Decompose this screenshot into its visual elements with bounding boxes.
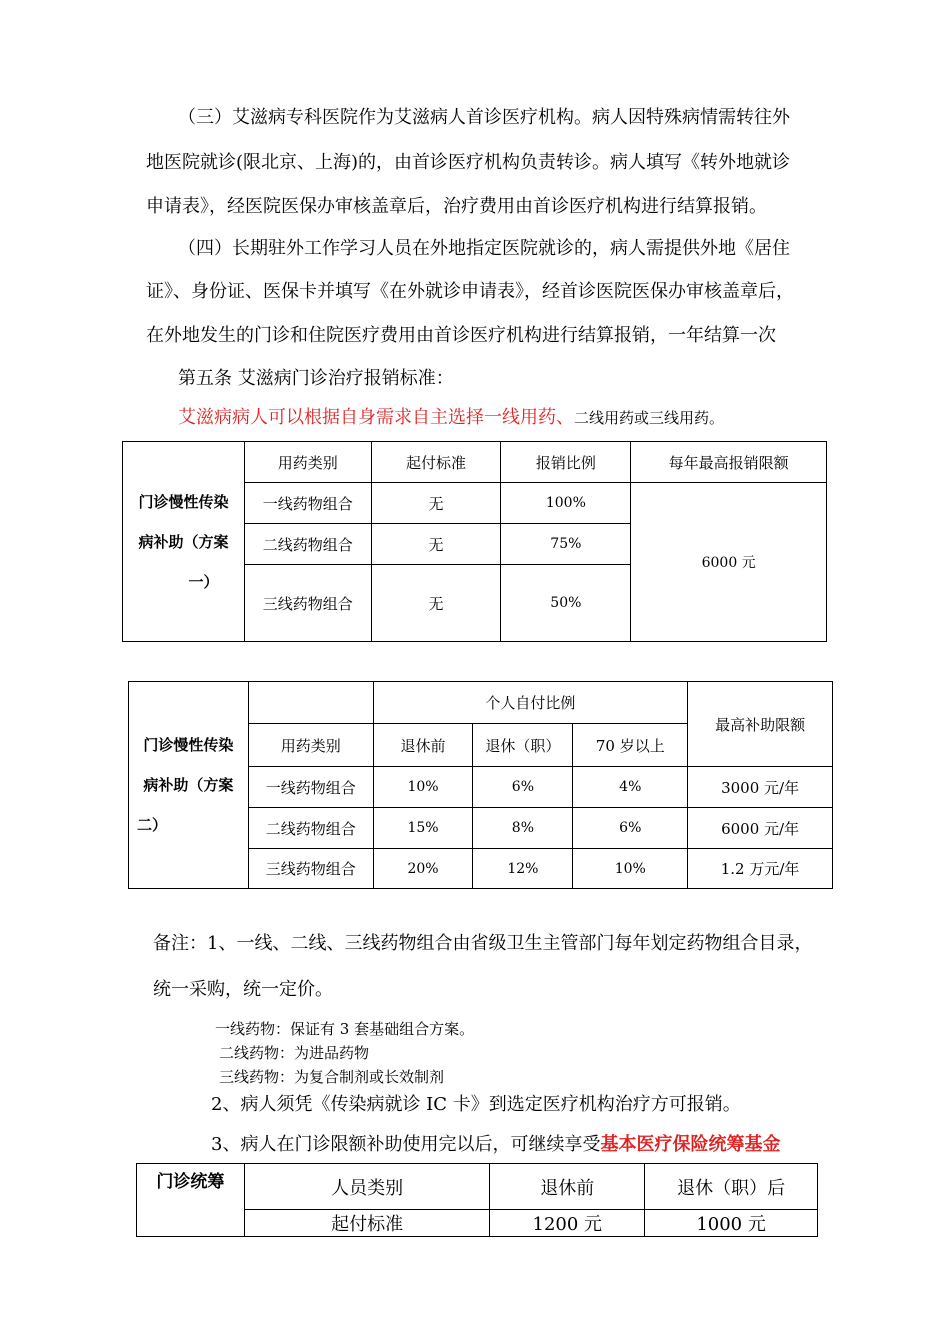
plan1-header-deductible: 起付标准 <box>371 442 501 483</box>
article5-heading: 第五条 艾滋病门诊治疗报销标准： <box>178 368 454 389</box>
plan1-row2-category: 二线药物组合 <box>244 524 371 565</box>
plan2-row2-category: 二线药物组合 <box>248 808 373 849</box>
plan2-row3-before: 20% <box>373 849 473 889</box>
plan2-row3-max: 1.2 万元/年 <box>688 849 833 889</box>
plan2-row3-category: 三线药物组合 <box>248 849 373 889</box>
drug-line2: 二线药物：为进品药物 <box>219 1044 370 1062</box>
plan1-row3-deductible: 无 <box>371 565 501 642</box>
drug-choice-line <box>178 403 724 429</box>
outpatient-pooling-table <box>136 1163 818 1237</box>
note2: 2、病人须凭《传染病就诊 IC 卡》到选定医疗机构治疗方可报销。 <box>211 1094 741 1115</box>
note3-red-text: 基本医疗保险统筹基金 <box>600 1134 781 1155</box>
drug-line1: 一线药物：保证有 3 套基础组合方案。 <box>215 1020 475 1038</box>
para3-line3: 申请表》，经医院医保办审核盖章后，治疗费用由首诊医疗机构进行结算报销。 <box>146 196 767 217</box>
pooling-row-label: 起付标准 <box>244 1210 490 1237</box>
plan1-row2-deductible: 无 <box>371 524 501 565</box>
note3 <box>211 1130 780 1156</box>
plan2-header-before: 退休前 <box>373 724 473 767</box>
plan2-group-header: 个人自付比例 <box>373 682 688 724</box>
plan1-row2-ratio: 75% <box>501 524 631 565</box>
plan2-row1-retired: 6% <box>473 767 573 808</box>
pooling-header-category: 人员类别 <box>244 1164 490 1210</box>
pooling-header-after: 退休（职）后 <box>645 1164 818 1210</box>
plan1-max-limit: 6000 元 <box>631 483 827 642</box>
plan2-row1-max: 3000 元/年 <box>688 767 833 808</box>
plan1-side-label: 门诊慢性传染 病补助（方案 一） <box>123 442 245 642</box>
para4-line3: 在外地发生的门诊和住院医疗费用由首诊医疗机构进行结算报销，一年结算一次 <box>146 325 776 346</box>
plan1-row1-deductible: 无 <box>371 483 501 524</box>
plan1-header-max: 每年最高报销限额 <box>631 442 827 483</box>
note1-line1: 备注：1、一线、二线、三线药物组合由省级卫生主管部门每年划定药物组合目录， <box>153 933 813 954</box>
plan2-header-retired: 退休（职） <box>473 724 573 767</box>
plan1-row1-category: 一线药物组合 <box>244 483 371 524</box>
plan2-row1-category: 一线药物组合 <box>248 767 373 808</box>
plan1-header-category: 用药类别 <box>244 442 371 483</box>
pooling-side-label: 门诊统筹 <box>137 1164 245 1237</box>
plan1-row1-ratio: 100% <box>501 483 631 524</box>
note3-black-text: 3、病人在门诊限额补助使用完以后，可继续享受 <box>211 1134 601 1155</box>
plan2-row3-retired: 12% <box>473 849 573 889</box>
plan2-row1-over70: 4% <box>573 767 688 808</box>
drug-choice-black-text: 二线用药或三线用药。 <box>574 409 725 427</box>
plan2-max-header: 最高补助限额 <box>688 682 833 767</box>
subsidy-table-plan2 <box>128 681 833 889</box>
plan2-row3-over70: 10% <box>573 849 688 889</box>
plan2-row1-before: 10% <box>373 767 473 808</box>
plan2-row2-before: 15% <box>373 808 473 849</box>
plan1-row3-ratio: 50% <box>501 565 631 642</box>
reimbursement-table-plan1 <box>122 441 827 642</box>
plan1-header-ratio: 报销比例 <box>501 442 631 483</box>
drug-choice-red-text: 艾滋病病人可以根据自身需求自主选择一线用药、 <box>178 407 574 428</box>
drug-line3: 三线药物：为复合制剂或长效制剂 <box>219 1068 445 1086</box>
para3-line2: 地医院就诊(限北京、上海)的，由首诊医疗机构负责转诊。病人填写《转外地就诊 <box>146 152 791 173</box>
plan2-header-over70: 70 岁以上 <box>573 724 688 767</box>
plan1-row3-category: 三线药物组合 <box>244 565 371 642</box>
pooling-row-after: 1000 元 <box>645 1210 818 1237</box>
para4-line2: 证》、身份证、医保卡并填写《在外就诊申请表》，经首诊医院医保办审核盖章后， <box>146 281 794 302</box>
para4-line1: （四）长期驻外工作学习人员在外地指定医院就诊的，病人需提供外地《居住 <box>178 238 790 259</box>
para3-line1: （三）艾滋病专科医院作为艾滋病人首诊医疗机构。病人因特殊病情需转往外 <box>178 107 790 128</box>
plan2-side-label: 门诊慢性传染 病补助（方案 二） <box>129 682 249 889</box>
plan2-row2-over70: 6% <box>573 808 688 849</box>
pooling-row-before: 1200 元 <box>490 1210 645 1237</box>
plan2-header-category: 用药类别 <box>248 724 373 767</box>
note1-line2: 统一采购，统一定价。 <box>153 979 333 1000</box>
pooling-header-before: 退休前 <box>490 1164 645 1210</box>
plan2-row2-retired: 8% <box>473 808 573 849</box>
plan2-row2-max: 6000 元/年 <box>688 808 833 849</box>
